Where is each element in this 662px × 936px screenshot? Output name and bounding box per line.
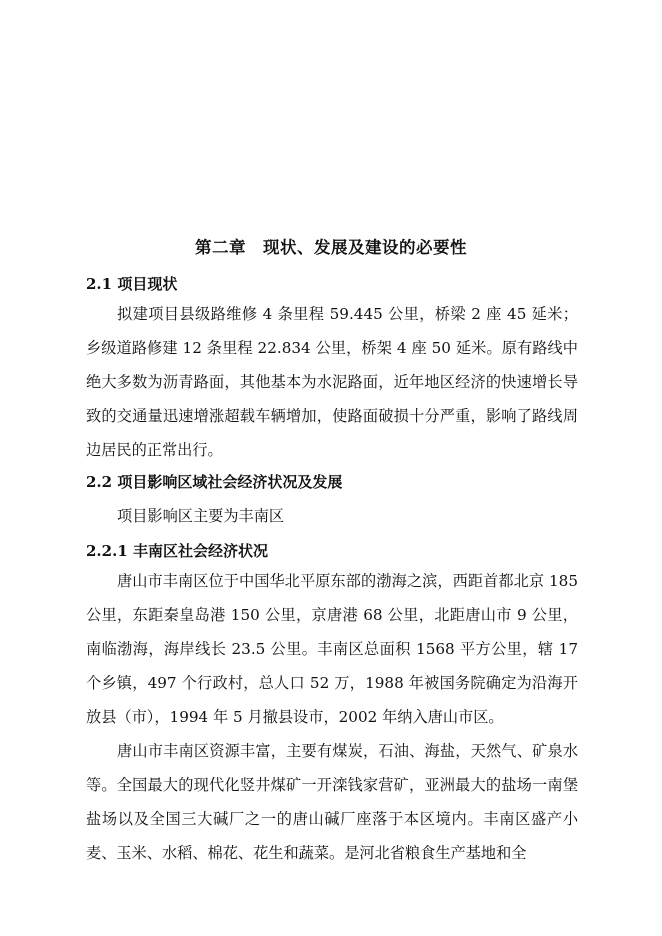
section-2-2-1-paragraph-1: 唐山市丰南区位于中国华北平原东部的渤海之滨，西距首都北京 185 公里，东距秦皇岛港 150 公里，京唐港 68 公里，北距唐山市 9 公里，南临渤海，海岸线长 23.5 公里。丰南区总面积 1568 平方公里，辖 17 个乡镇，497 个行政村，总人口 52 万，1988 年被国务院确定为沿海开放县（市），1994 年 5 月撤县设市，2002 年纳入唐山市区。 [86, 572, 578, 726]
section-2-2-heading: 2.2 项目影响区域社会经济状况及发展 [86, 473, 343, 491]
section-2-2-1-heading: 2.2.1 丰南区社会经济状况 [86, 542, 268, 560]
section-2-2-1-paragraph-2: 唐山市丰南区资源丰富，主要有煤炭，石油、海盐，天然气、矿泉水等。全国最大的现代化竖井煤矿一开滦钱家营矿，亚洲最大的盐场一南堡盐场以及全国三大碱厂之一的唐山碱厂座落于本区境内。丰南区盛产小麦、玉米、水稻、棉花、花生和蔬菜。是河北省粮食生产基地和全 [86, 742, 578, 862]
section-2-1-heading: 2.1 项目现状 [86, 275, 178, 293]
chapter-title: 第二章 现状、发展及建设的必要性 [195, 238, 467, 257]
section-2-2-text: 项目影响区主要为丰南区 [117, 507, 285, 525]
section-2-1-paragraph: 拟建项目县级路维修 4 条里程 59.445 公里，桥梁 2 座 45 延米；乡级道路修建 12 条里程 22.834 公里，桥架 4 座 50 延米。原有路线中绝大多数为沥青路面，其他基本为水泥路面，近年地区经济的快速增长导致的交通量迅速增涨超载车辆增加，使路面破损十分严重，影响了路线周边居民的正常出行。 [86, 305, 578, 459]
